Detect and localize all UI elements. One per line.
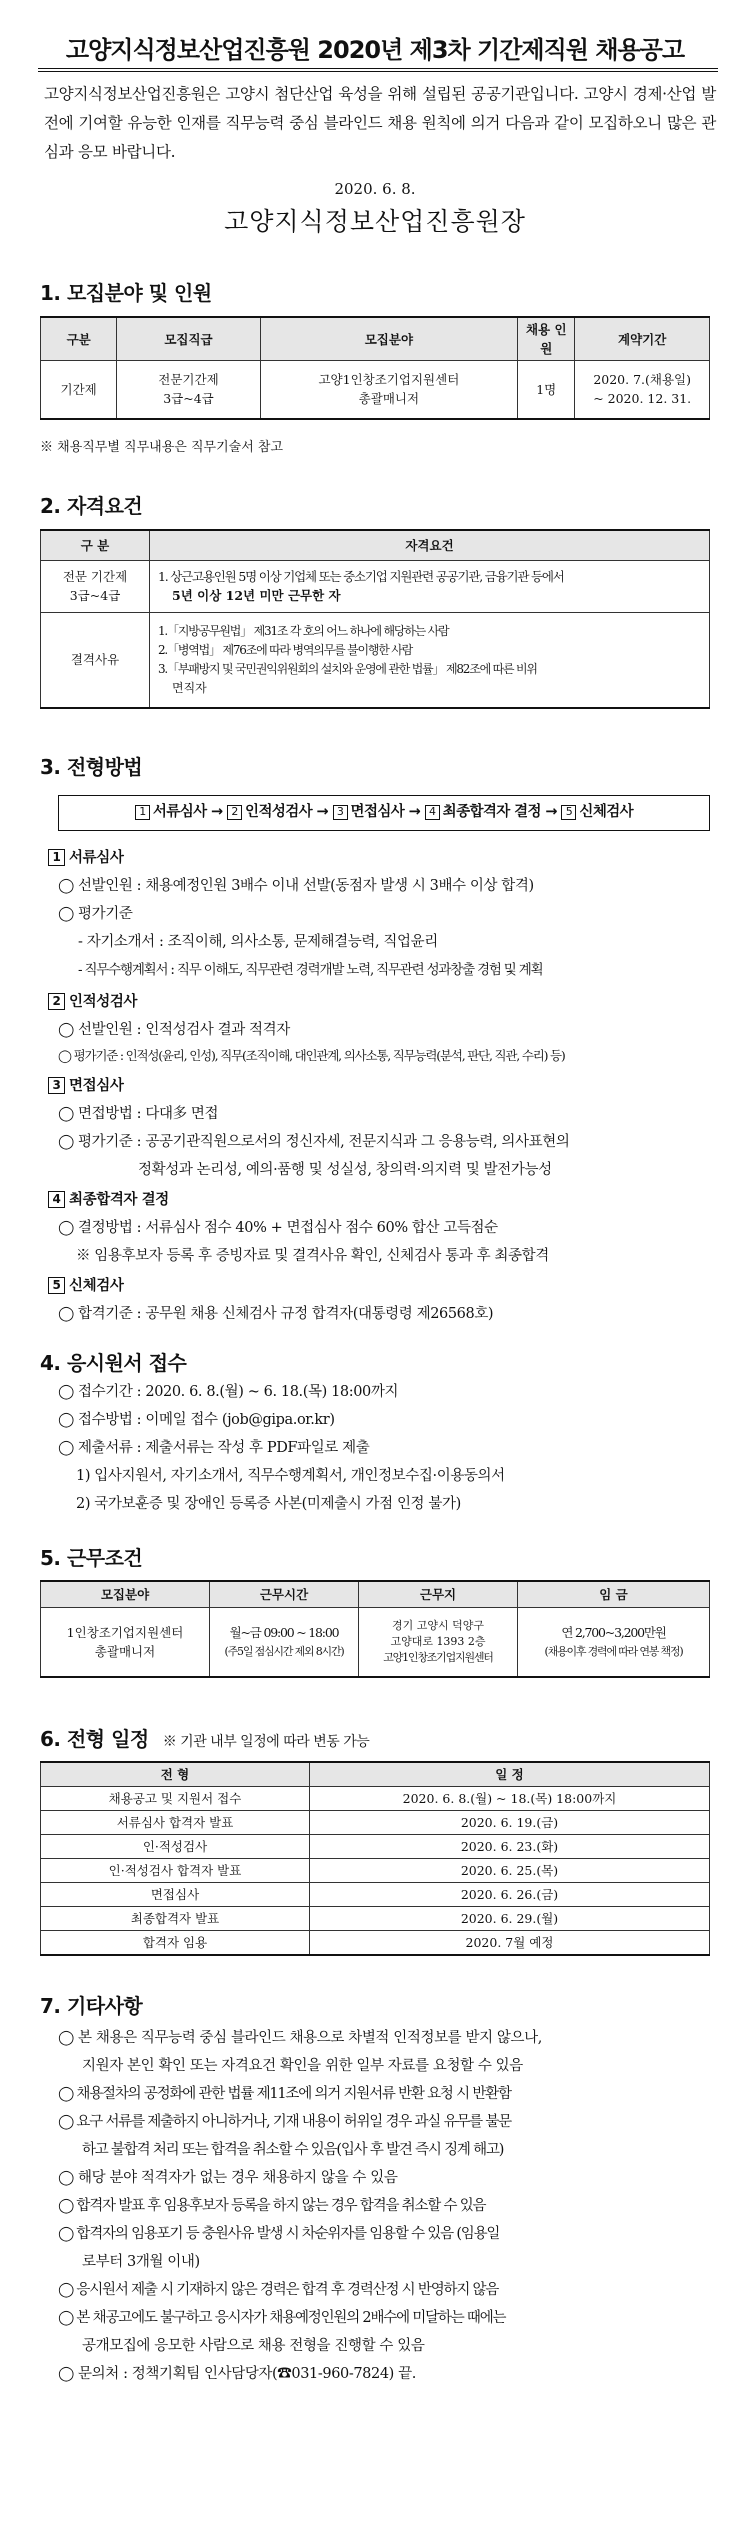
subsection-title: 최종합격자 결정 xyxy=(69,1192,169,1208)
table-cell xyxy=(575,361,710,419)
text-line: 정확성과 논리성, 예의·품행 및 성실성, 창의력·의지력 및 발전가능성 xyxy=(138,1162,552,1178)
table-header-row xyxy=(41,1581,710,1607)
table-cell xyxy=(260,361,517,419)
table-cell xyxy=(150,560,710,612)
table-cell xyxy=(359,1607,518,1677)
table-cell: 면접심사 xyxy=(41,1883,310,1907)
issuing-organization: 고양지식정보산업진흥원장 xyxy=(224,207,526,236)
schedule-note: ※ 기관 내부 일정에 따라 변동 가능 xyxy=(162,1734,370,1750)
table-header: 구 분 xyxy=(41,530,150,560)
arrow-icon: → xyxy=(211,804,223,820)
table-cell: 기간제 xyxy=(41,361,117,419)
subsection-physical-exam xyxy=(48,1274,123,1295)
text-line: ◯ 합격자 발표 후 임용후보자 등록을 하지 않는 경우 합격을 취소할 수 있음 xyxy=(58,2198,486,2214)
table-cell xyxy=(210,1607,359,1677)
table-row xyxy=(41,1811,710,1835)
intro-paragraph: 고양지식정보산업진흥원은 고양시 첨단산업 육성을 위해 설립된 공공기관입니다. 고양시 경제·산업 발전에 기여할 유능한 인재를 직무능력 중심 블라인드 채용 원칙에 의거 다음과 같이 모집하오니 많은 관심과 응모 바랍니다. xyxy=(44,85,716,161)
text-line: ◯ 평가기준 : 공공기관직원으로서의 정신자세, 전문지식과 그 응용능력, 의사표현의 xyxy=(58,1134,570,1150)
cell-line: 면직자 xyxy=(172,680,207,695)
table-cell: 2020. 6. 19.(금) xyxy=(310,1811,710,1835)
table-header: 모집직급 xyxy=(117,317,260,361)
cell-line: 총괄매니저 xyxy=(358,391,420,407)
text-line: ◯ 합격기준 : 공무원 채용 신체검사 규정 합격자(대통령령 제26568호) xyxy=(58,1306,494,1322)
cell-line: 3급~4급 xyxy=(163,391,214,407)
text-line: ◯ 결정방법 : 서류심사 점수 40% + 면접심사 점수 60% 합산 고득점순 xyxy=(58,1220,498,1236)
table-row xyxy=(41,1835,710,1859)
cell-line: 전문기간제 xyxy=(158,372,219,388)
table-header: 근무지 xyxy=(359,1581,518,1607)
notice-title: 고양지식정보산업진흥원 2020년 제3차 기간제직원 채용공고 xyxy=(65,36,685,64)
step-label: 신체검사 xyxy=(579,804,634,820)
title-divider xyxy=(38,68,718,72)
text-line: ◯ 합격자의 임용포기 등 충원사유 발생 시 차순위자를 임용할 수 있음 (임용일 xyxy=(58,2226,500,2242)
table-header: 구분 xyxy=(41,317,117,361)
step-number: 1 xyxy=(135,805,150,820)
table-header: 근무시간 xyxy=(210,1581,359,1607)
selection-process-flow xyxy=(58,795,710,831)
table-row xyxy=(41,1931,710,1956)
cell-line: 월~금 09:00 ~ 18:00 xyxy=(229,1624,339,1640)
table-header: 모집분야 xyxy=(260,317,517,361)
step-number: 2 xyxy=(227,805,242,820)
subsection-document-review xyxy=(48,846,123,867)
table-cell: 2020. 6. 29.(월) xyxy=(310,1907,710,1931)
schedule-table xyxy=(40,1761,710,1956)
table-row xyxy=(41,1787,710,1811)
text-line: ◯ 접수기간 : 2020. 6. 8.(월) ~ 6. 18.(목) 18:00까지 xyxy=(58,1384,399,1400)
section-2-heading: 2. 자격요건 xyxy=(40,494,143,518)
recruitment-table xyxy=(40,316,710,420)
section-3-heading: 3. 전형방법 xyxy=(40,755,143,779)
cell-line: 5년 이상 12년 미만 근무한 자 xyxy=(172,588,341,603)
table-header-row xyxy=(41,317,710,361)
text-line: ◯ 채용절차의 공정화에 관한 법률 제11조에 의거 지원서류 반환 요청 시 반환함 xyxy=(58,2086,511,2102)
text-line: ◯ 평가기준 xyxy=(58,906,133,922)
cell-line: 연 2,700~3,200만원 xyxy=(561,1624,666,1640)
section-5-heading: 5. 근무조건 xyxy=(40,1546,143,1570)
cell-line: 경기 고양시 덕양구 xyxy=(391,1618,484,1632)
table-cell: 2020. 6. 23.(화) xyxy=(310,1835,710,1859)
table-cell xyxy=(41,1607,210,1677)
text-line: ◯ 문의처 : 정책기획팀 인사담당자(☎031-960-7824) 끝. xyxy=(58,2366,416,2382)
table-cell: 2020. 7월 예정 xyxy=(310,1931,710,1956)
cell-line: ~ 2020. 12. 31. xyxy=(593,391,692,407)
cell-line: 3.「부패방지 및 국민권익위원회의 설치와 운영에 관한 법률」 제82조에 따른 비위 xyxy=(158,661,537,676)
table-cell xyxy=(518,1607,710,1677)
cell-line: (주5일 점심시간 제외 8시간) xyxy=(224,1644,344,1658)
section-1-heading: 1. 모집분야 및 인원 xyxy=(40,281,212,305)
table-header-row xyxy=(41,530,710,560)
text-line: ◯ 해당 분야 적격자가 없는 경우 채용하지 않을 수 있음 xyxy=(58,2170,398,2186)
section-1-note: ※ 채용직무별 직무내용은 직무기술서 참고 xyxy=(40,440,284,455)
table-cell: 합격자 임용 xyxy=(41,1931,310,1956)
cell-line: 1. 상근고용인원 5명 이상 기업체 또는 중소기업 지원관련 공공기관, 금융기관 등에서 xyxy=(158,569,564,584)
table-cell xyxy=(117,361,260,419)
text-line: - 직무수행계획서 : 직무 이해도, 직무관련 경력개발 노력, 직무관련 성과창출 경험 및 계획 xyxy=(78,962,543,978)
arrow-icon: → xyxy=(316,804,329,820)
section-6-heading xyxy=(40,1723,369,1752)
table-row xyxy=(41,1607,710,1677)
table-row xyxy=(41,560,710,612)
cell-line: 2020. 7.(채용일) xyxy=(593,372,691,388)
table-row xyxy=(41,1907,710,1931)
table-row xyxy=(41,361,710,419)
table-cell: 인·적성검사 xyxy=(41,1835,310,1859)
text-line: ◯ 본 채용은 직무능력 중심 블라인드 채용으로 차별적 인적정보를 받지 않으나, xyxy=(58,2030,542,2046)
step-number: 4 xyxy=(48,1191,65,1208)
working-conditions-table xyxy=(40,1580,710,1678)
text-line: ◯ 제출서류 : 제출서류는 작성 후 PDF파일로 제출 xyxy=(58,1440,370,1456)
step-number: 3 xyxy=(333,805,348,820)
subsection-final-decision xyxy=(48,1188,169,1209)
text-line: 로부터 3개월 이내) xyxy=(82,2254,200,2270)
text-line: ※ 임용후보자 등록 후 증빙자료 및 결격사유 확인, 신체검사 통과 후 최종합격 xyxy=(76,1248,549,1264)
table-header: 모집분야 xyxy=(41,1581,210,1607)
subsection-aptitude-test xyxy=(48,990,137,1011)
table-header: 임 금 xyxy=(518,1581,710,1607)
step-number: 5 xyxy=(48,1277,65,1294)
text-line: 지원자 본인 확인 또는 자격요건 확인을 위한 일부 자료를 요청할 수 있음 xyxy=(82,2058,523,2074)
cell-line: 전문 기간제 xyxy=(62,569,128,584)
text-line: ◯ 평가기준 : 인적성(윤리, 인성), 직무(조직이해, 대인관계, 의사소통, 직무능력(분석, 판단, 직관, 수리) 등) xyxy=(58,1048,565,1063)
section-7-heading: 7. 기타사항 xyxy=(40,1994,143,2018)
table-cell: 2020. 6. 25.(목) xyxy=(310,1859,710,1883)
cell-line: 고양1인창조기업지원센터 xyxy=(318,372,460,388)
table-cell xyxy=(150,612,710,708)
subsection-title: 신체검사 xyxy=(69,1278,124,1294)
arrow-icon: → xyxy=(545,804,557,820)
step-label: 인적성검사 xyxy=(245,804,313,820)
text-line: ◯ 접수방법 : 이메일 접수 (job@gipa.or.kr) xyxy=(58,1412,335,1428)
table-header: 자격요건 xyxy=(150,530,710,560)
text-line: - 자기소개서 : 조직이해, 의사소통, 문제해결능력, 직업윤리 xyxy=(78,934,438,950)
table-cell: 서류심사 합격자 발표 xyxy=(41,1811,310,1835)
qualification-table xyxy=(40,529,710,709)
section-title: 6. 전형 일정 xyxy=(40,1727,149,1751)
cell-line: 3급~4급 xyxy=(69,588,121,603)
table-header: 채용 인원 xyxy=(518,317,575,361)
step-label: 서류심사 xyxy=(152,804,207,820)
table-header: 전 형 xyxy=(41,1762,310,1787)
table-row xyxy=(41,612,710,708)
step-number: 1 xyxy=(48,849,65,866)
text-line: ◯ 선발인원 : 채용예정인원 3배수 이내 선발(동점자 발생 시 3배수 이상 합격) xyxy=(58,878,534,894)
step-number: 4 xyxy=(425,805,440,820)
table-row xyxy=(41,1859,710,1883)
table-cell: 채용공고 및 지원서 접수 xyxy=(41,1787,310,1811)
step-number: 3 xyxy=(48,1077,65,1094)
table-row xyxy=(41,1883,710,1907)
section-4-heading: 4. 응시원서 접수 xyxy=(40,1351,187,1375)
step-number: 2 xyxy=(48,993,65,1010)
cell-line: 1.「지방공무원법」 제31조 각 호의 어느 하나에 해당하는 사람 xyxy=(158,623,449,638)
table-cell: 인·적성검사 합격자 발표 xyxy=(41,1859,310,1883)
text-line: 공개모집에 응모한 사람으로 채용 전형을 진행할 수 있음 xyxy=(82,2338,425,2354)
text-line: ◯ 면접방법 : 다대多 면접 xyxy=(58,1106,219,1122)
cell-line: 고양대로 1393 2층 xyxy=(390,1634,486,1648)
text-line: 2) 국가보훈증 및 장애인 등록증 사본(미제출시 가점 인정 불가) xyxy=(76,1496,461,1512)
text-line: 1) 입사지원서, 자기소개서, 직무수행계획서, 개인정보수집·이용동의서 xyxy=(76,1468,505,1484)
subsection-title: 인적성검사 xyxy=(69,994,138,1010)
table-cell: 2020. 6. 8.(월) ~ 18.(목) 18:00까지 xyxy=(310,1787,710,1811)
cell-line: 고양1인창조기업지원센터 xyxy=(383,1650,493,1664)
subsection-interview xyxy=(48,1074,123,1095)
arrow-icon: → xyxy=(408,804,421,820)
step-number: 5 xyxy=(561,805,576,820)
table-header-row xyxy=(41,1762,710,1787)
text-line: 하고 불합격 처리 또는 합격을 취소할 수 있음(입사 후 발견 즉시 징계 해고) xyxy=(82,2142,504,2158)
table-cell xyxy=(41,560,150,612)
text-line: ◯ 본 채공고에도 불구하고 응시자가 채용예정인원의 2배수에 미달하는 때에는 xyxy=(58,2310,506,2326)
step-label: 면접심사 xyxy=(350,804,405,820)
subsection-title: 서류심사 xyxy=(69,850,124,866)
step-label: 최종합격자 결정 xyxy=(442,804,541,820)
table-cell: 최종합격자 발표 xyxy=(41,1907,310,1931)
cell-line: (채용이후 경력에 따라 연봉 책정) xyxy=(544,1644,683,1658)
table-cell: 2020. 6. 26.(금) xyxy=(310,1883,710,1907)
table-cell: 1명 xyxy=(518,361,575,419)
table-header: 일 정 xyxy=(310,1762,710,1787)
table-header: 계약기간 xyxy=(575,317,710,361)
text-line: ◯ 응시원서 제출 시 기재하지 않은 경력은 합격 후 경력산정 시 반영하지 않음 xyxy=(58,2282,499,2298)
text-line: ◯ 선발인원 : 인적성검사 결과 적격자 xyxy=(58,1022,290,1038)
notice-date: 2020. 6. 8. xyxy=(334,180,416,198)
table-cell: 결격사유 xyxy=(41,612,150,708)
cell-line: 총괄매니저 xyxy=(94,1643,156,1659)
cell-line: 2.「병역법」 제76조에 따라 병역의무를 불이행한 사람 xyxy=(158,642,413,657)
text-line: ◯ 요구 서류를 제출하지 아니하거나, 기재 내용이 허위일 경우 과실 유무를 불문 xyxy=(58,2114,511,2130)
subsection-title: 면접심사 xyxy=(69,1078,124,1094)
cell-line: 1인창조기업지원센터 xyxy=(66,1624,184,1640)
